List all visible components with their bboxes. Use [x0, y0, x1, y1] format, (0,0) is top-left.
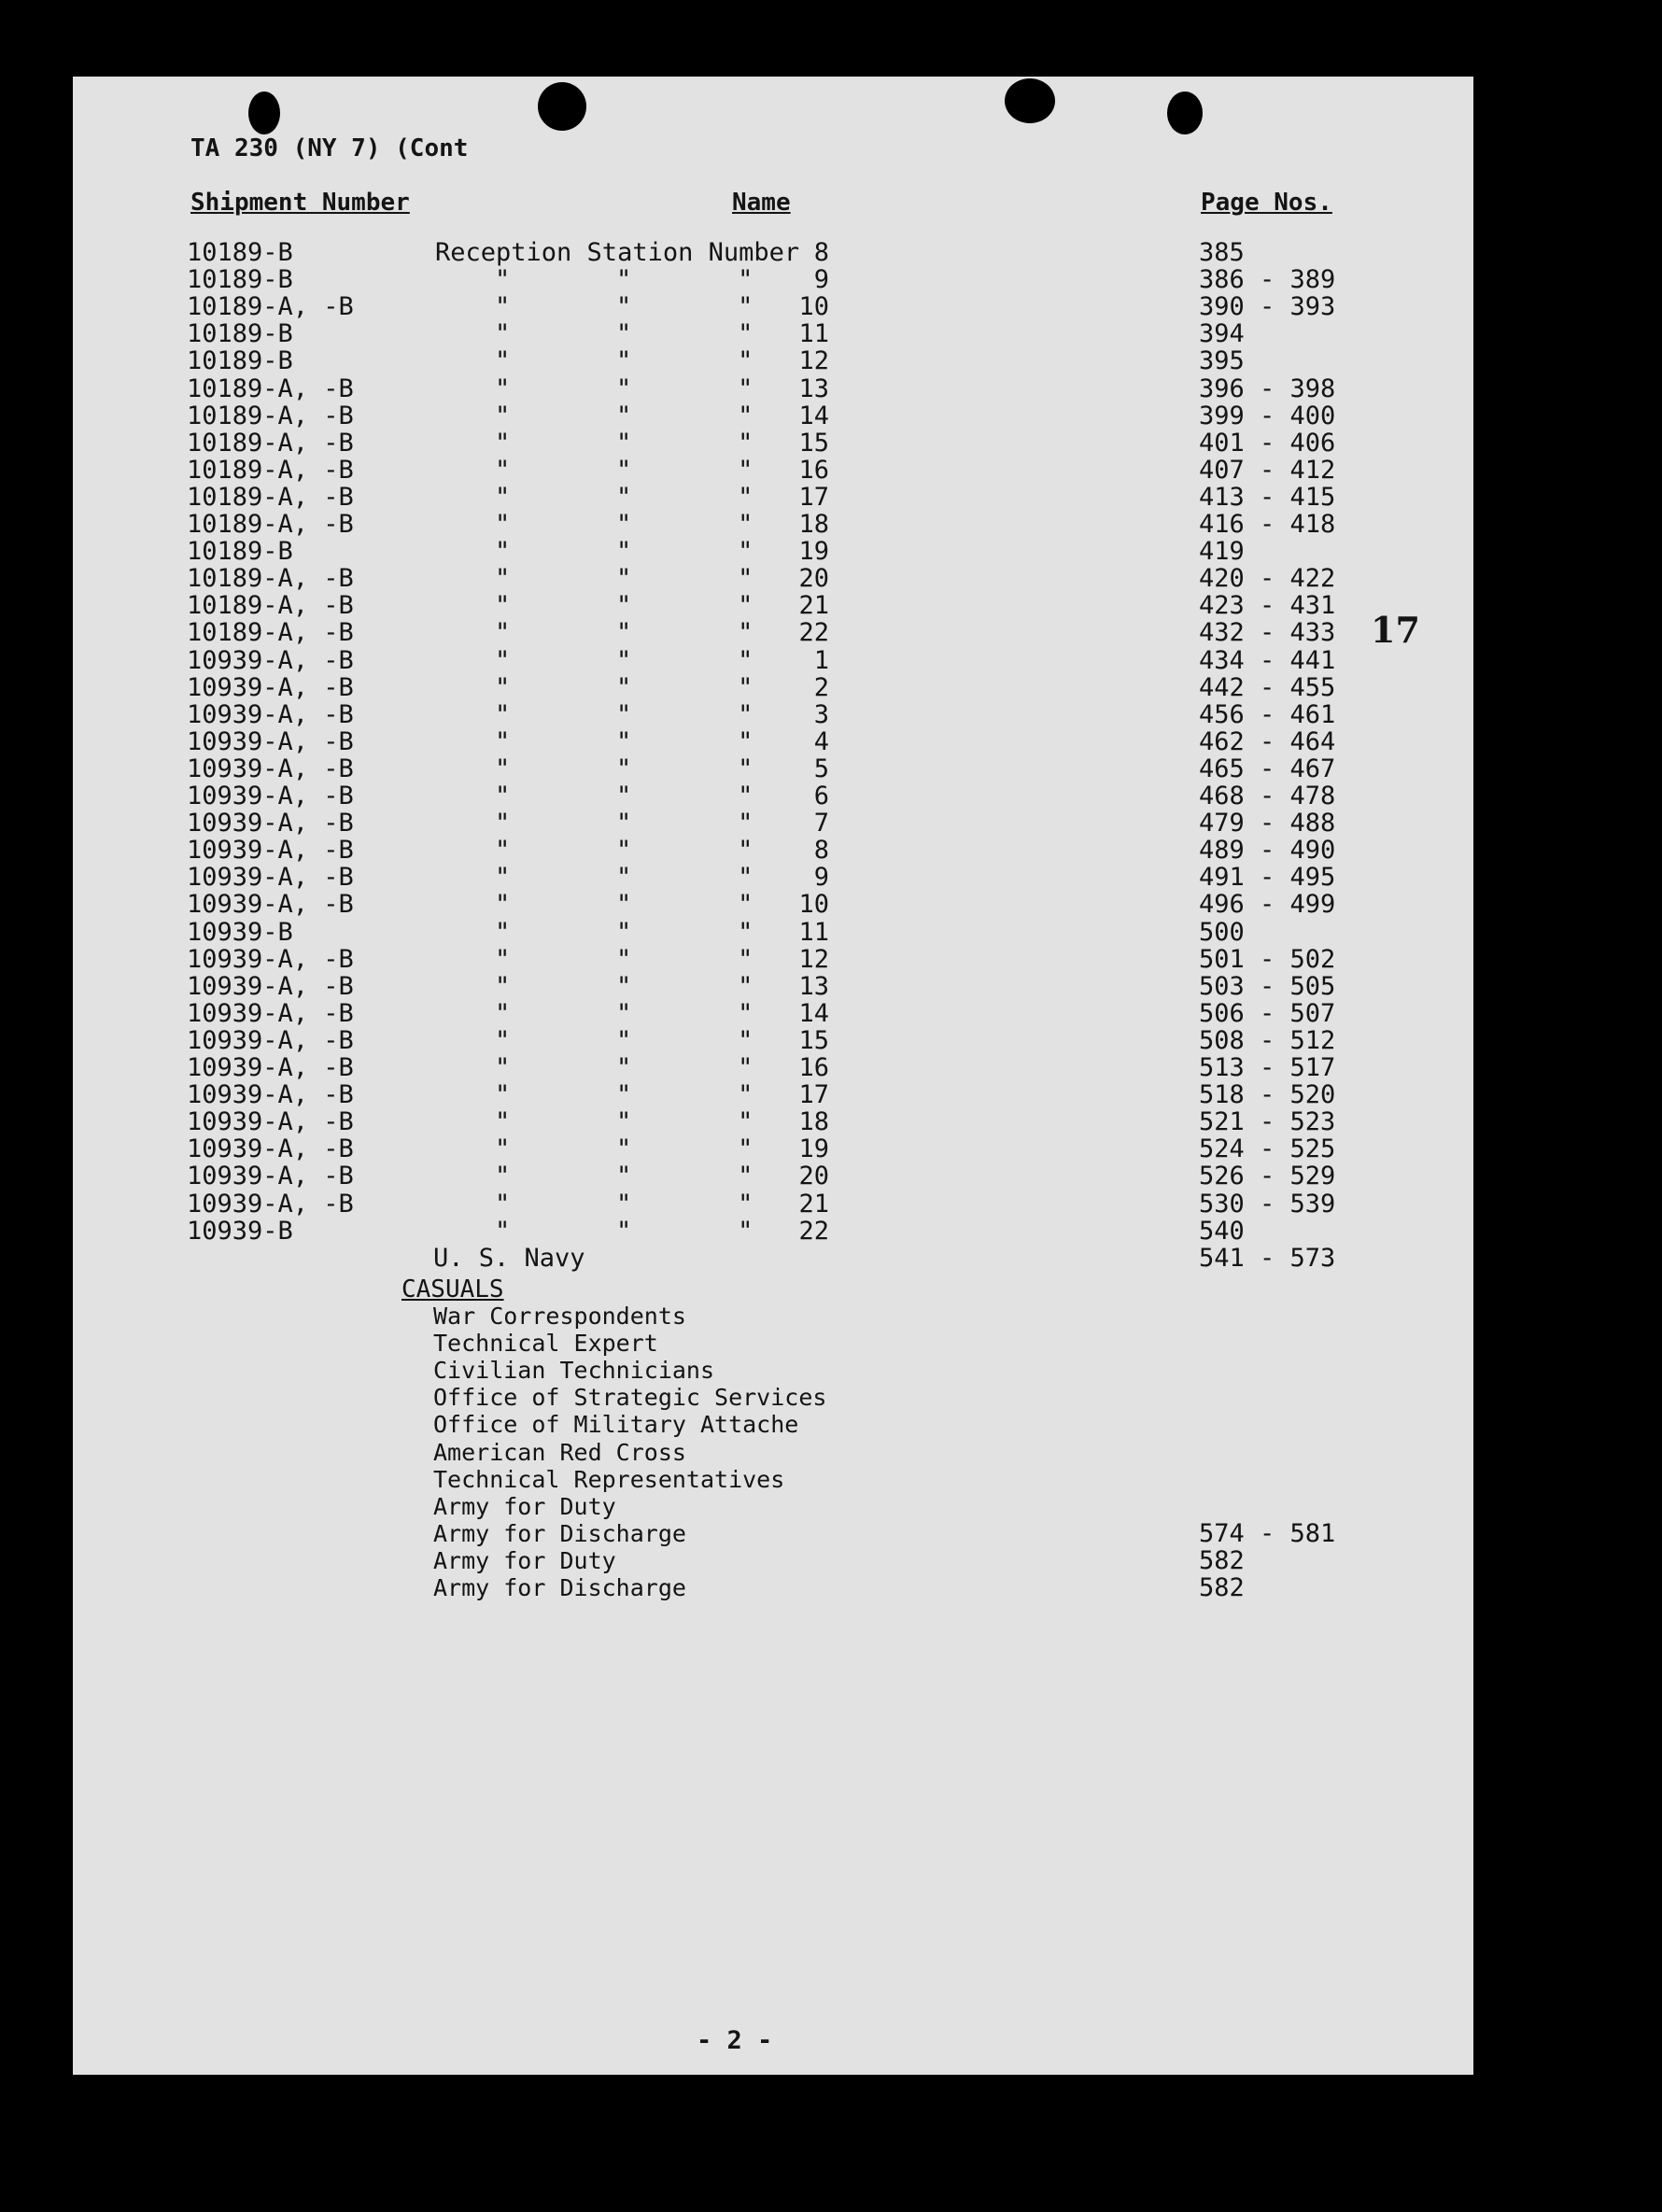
page-nos-cell: 496 - 499 [1199, 890, 1336, 920]
station-number-cell: 4 [813, 726, 829, 756]
shipment-number-cell: 10939-B [187, 917, 293, 947]
station-number-cell: 8 [813, 836, 829, 866]
punch-hole [1167, 92, 1203, 134]
station-number-cell: 11 [798, 319, 829, 349]
name-cell: " " " [495, 699, 754, 729]
shipment-number-cell: 10189-A, -B [187, 428, 354, 458]
page-nos-cell: 468 - 478 [1199, 782, 1336, 810]
name-cell: " " " [495, 917, 754, 947]
page-nos-cell: 479 - 488 [1199, 809, 1336, 838]
casual-page-nos: 582 [1199, 1573, 1245, 1602]
casual-item: Army for Discharge [433, 1574, 686, 1601]
table-row [73, 1162, 1473, 1190]
shipment-number-cell: 10189-A, -B [187, 618, 354, 648]
shipment-number-cell: 10939-A, -B [187, 809, 354, 838]
table-row [73, 375, 1473, 402]
name-cell: " " " [495, 319, 754, 349]
shipment-number-cell: 10189-B [187, 537, 293, 567]
document-page [73, 77, 1473, 2075]
page-nos-cell: 526 - 529 [1199, 1162, 1336, 1191]
station-number-cell: 10 [798, 292, 829, 322]
shipment-number-cell: 10939-A, -B [187, 863, 354, 893]
table-row [73, 891, 1473, 918]
casual-item: Army for Duty [433, 1546, 616, 1574]
page-nos-cell: 416 - 418 [1199, 510, 1336, 539]
page-nos-cell: 500 [1199, 917, 1245, 947]
punch-hole [248, 92, 280, 134]
page-nos-cell: 390 - 393 [1199, 292, 1336, 322]
table-row [73, 538, 1473, 565]
casuals-heading: CASUALS [401, 1275, 504, 1303]
station-number-cell: 18 [798, 510, 829, 539]
table-row [73, 1081, 1473, 1108]
shipment-number-cell: 10189-A, -B [187, 510, 354, 539]
shipment-number-cell: 10939-A, -B [187, 1162, 354, 1191]
name-cell: " " " [495, 510, 754, 539]
table-row [73, 1191, 1473, 1218]
casual-item: Army for Discharge [433, 1519, 686, 1547]
name-cell: " " " [495, 1189, 754, 1219]
table-row [73, 701, 1473, 728]
page-nos-cell: 540 [1199, 1216, 1245, 1246]
shipment-number-cell: 10189-B [187, 319, 293, 349]
page-nos-cell: 396 - 398 [1199, 373, 1336, 403]
table-row [73, 1108, 1473, 1135]
name-cell: " " " [495, 1162, 754, 1191]
name-cell: " " " [495, 944, 754, 974]
name-header: Name [732, 189, 791, 217]
shipment-number-cell: 10939-A, -B [187, 1134, 354, 1164]
casual-item: Civilian Technicians [433, 1357, 715, 1385]
page-nos-cell: 521 - 523 [1199, 1107, 1336, 1137]
shipment-number-cell: 10939-A, -B [187, 998, 354, 1028]
station-number-cell: 10 [798, 890, 829, 920]
station-number-cell: 12 [798, 944, 829, 974]
casual-item: Army for Duty [433, 1492, 616, 1520]
table-row [73, 810, 1473, 837]
table-row [73, 647, 1473, 674]
shipment-number-cell: 10189-A, -B [187, 564, 354, 594]
table-row [73, 347, 1473, 374]
station-number-cell: 14 [798, 998, 829, 1028]
station-number-cell: 18 [798, 1107, 829, 1137]
punch-hole [1005, 78, 1055, 123]
name-cell: " " " [495, 863, 754, 893]
table-row [73, 402, 1473, 430]
margin-annotation: 17 [1371, 609, 1420, 651]
station-number-cell: 7 [813, 809, 829, 838]
station-number-cell: 13 [798, 373, 829, 403]
shipment-number-cell: 10939-A, -B [187, 890, 354, 920]
name-cell: " " " [495, 591, 754, 621]
page-nos-cell: 432 - 433 [1199, 618, 1336, 648]
station-number-cell: 9 [813, 863, 829, 893]
table-row [73, 592, 1473, 619]
page-nos-cell: 506 - 507 [1199, 998, 1336, 1028]
name-cell: " " " [495, 401, 754, 430]
table-row [73, 266, 1473, 293]
station-number-cell: 20 [798, 564, 829, 594]
name-cell: " " " [495, 782, 754, 810]
station-number-cell: 14 [798, 401, 829, 430]
name-cell: " " " [495, 726, 754, 756]
page-nos-cell: 399 - 400 [1199, 401, 1336, 430]
casual-page-nos: 574 - 581 [1199, 1518, 1336, 1548]
shipment-number-cell: 10189-B [187, 265, 293, 295]
station-number-cell: 21 [798, 1189, 829, 1219]
name-cell: " " " [495, 564, 754, 594]
page-nos-cell: 518 - 520 [1199, 1080, 1336, 1110]
table-row [73, 755, 1473, 782]
station-number-cell: 3 [813, 699, 829, 729]
table-row [73, 239, 1473, 266]
name-cell: " " " [495, 1216, 754, 1246]
name-cell: " " " [495, 645, 754, 675]
casual-item: Office of Military Attache [433, 1411, 799, 1439]
name-cell: Reception Station Number [435, 238, 800, 267]
station-number-cell: 9 [813, 265, 829, 295]
name-cell: " " " [495, 292, 754, 322]
shipment-number-cell: 10939-A, -B [187, 944, 354, 974]
page-nos-cell: 530 - 539 [1199, 1189, 1336, 1219]
page-nos-cell: 503 - 505 [1199, 971, 1336, 1001]
station-number-cell: 19 [798, 1134, 829, 1164]
page-nos-header: Page Nos. [1201, 189, 1332, 217]
table-row [73, 674, 1473, 701]
station-number-cell: 21 [798, 591, 829, 621]
table-row [73, 511, 1473, 538]
page-nos-cell: 513 - 517 [1199, 1053, 1336, 1082]
shipment-number-cell: 10189-A, -B [187, 591, 354, 621]
casual-item: Technical Representatives [433, 1465, 785, 1493]
station-number-cell: 5 [813, 754, 829, 783]
name-cell: " " " [495, 1053, 754, 1082]
table-row [73, 1000, 1473, 1027]
shipment-number-cell: 10939-A, -B [187, 672, 354, 702]
table-row [73, 320, 1473, 347]
page-nos-cell: 420 - 422 [1199, 564, 1336, 594]
page-nos-cell: 395 [1199, 346, 1245, 376]
page-nos-cell: 501 - 502 [1199, 944, 1336, 974]
page-nos-cell: 442 - 455 [1199, 672, 1336, 702]
station-number-cell: 6 [813, 782, 829, 810]
shipment-number-cell: 10939-A, -B [187, 726, 354, 756]
table-row [73, 1135, 1473, 1162]
station-number-cell: 22 [798, 1216, 829, 1246]
casual-item: Technical Expert [433, 1330, 658, 1358]
name-cell: U. S. Navy [433, 1243, 585, 1273]
name-cell: " " " [495, 346, 754, 376]
page-nos-cell: 434 - 441 [1199, 645, 1336, 675]
station-number-cell: 16 [798, 455, 829, 485]
shipment-number-header: Shipment Number [190, 189, 410, 217]
station-number-cell: 15 [798, 1025, 829, 1055]
station-number-cell: 12 [798, 346, 829, 376]
name-cell: " " " [495, 265, 754, 295]
station-number-cell: 11 [798, 917, 829, 947]
table-row [73, 1218, 1473, 1245]
shipment-number-cell: 10939-A, -B [187, 1189, 354, 1219]
page-nos-cell: 385 [1199, 238, 1245, 267]
page-nos-cell: 394 [1199, 319, 1245, 349]
station-number-cell: 20 [798, 1162, 829, 1191]
table-row [73, 457, 1473, 484]
name-cell: " " " [495, 373, 754, 403]
shipment-number-cell: 10939-A, -B [187, 1025, 354, 1055]
shipment-number-cell: 10939-A, -B [187, 754, 354, 783]
name-cell: " " " [495, 482, 754, 512]
name-cell: " " " [495, 1107, 754, 1137]
station-number-cell: 1 [813, 645, 829, 675]
name-cell: " " " [495, 998, 754, 1028]
table-row [73, 1245, 1473, 1272]
name-cell: " " " [495, 809, 754, 838]
shipment-number-cell: 10939-A, -B [187, 1053, 354, 1082]
page-nos-cell: 456 - 461 [1199, 699, 1336, 729]
name-cell: " " " [495, 1080, 754, 1110]
shipment-number-cell: 10939-A, -B [187, 836, 354, 866]
table-row [73, 1054, 1473, 1081]
table-row [73, 430, 1473, 457]
casual-page-nos: 582 [1199, 1545, 1245, 1575]
table-row [73, 864, 1473, 891]
shipment-number-cell: 10939-A, -B [187, 1107, 354, 1137]
page-nos-cell: 401 - 406 [1199, 428, 1336, 458]
name-cell: " " " [495, 971, 754, 1001]
table-row [73, 728, 1473, 755]
page-nos-cell: 524 - 525 [1199, 1134, 1336, 1164]
shipment-number-cell: 10189-A, -B [187, 373, 354, 403]
name-cell: " " " [495, 455, 754, 485]
name-cell: " " " [495, 672, 754, 702]
table-row [73, 484, 1473, 511]
shipment-number-cell: 10189-A, -B [187, 455, 354, 485]
name-cell: " " " [495, 618, 754, 648]
page-nos-cell: 386 - 389 [1199, 265, 1336, 295]
shipment-number-cell: 10189-B [187, 346, 293, 376]
table-row [73, 565, 1473, 592]
table-row [73, 837, 1473, 864]
casual-item: Office of Strategic Services [433, 1384, 827, 1412]
station-number-cell: 13 [798, 971, 829, 1001]
document-title: TA 230 (NY 7) (Cont [190, 134, 469, 162]
table-row [73, 919, 1473, 946]
station-number-cell: 16 [798, 1053, 829, 1082]
page-nos-cell: 541 - 573 [1199, 1243, 1336, 1273]
table-row [73, 619, 1473, 646]
table-row [73, 1027, 1473, 1054]
station-number-cell: 2 [813, 672, 829, 702]
station-number-cell: 22 [798, 618, 829, 648]
name-cell: " " " [495, 890, 754, 920]
shipment-number-cell: 10939-A, -B [187, 645, 354, 675]
page-nos-cell: 489 - 490 [1199, 836, 1336, 866]
shipment-number-cell: 10939-A, -B [187, 1080, 354, 1110]
page-nos-cell: 465 - 467 [1199, 754, 1336, 783]
casual-item: War Correspondents [433, 1303, 686, 1330]
page-nos-cell: 407 - 412 [1199, 455, 1336, 485]
shipment-number-cell: 10189-B [187, 238, 293, 267]
casual-item: American Red Cross [433, 1438, 686, 1466]
page-nos-cell: 423 - 431 [1199, 591, 1336, 621]
station-number-cell: 17 [798, 482, 829, 512]
table-row [73, 293, 1473, 320]
name-cell: " " " [495, 1134, 754, 1164]
shipment-number-cell: 10939-B [187, 1216, 293, 1246]
station-number-cell: 17 [798, 1080, 829, 1110]
name-cell: " " " [495, 537, 754, 567]
page-nos-cell: 419 [1199, 537, 1245, 567]
page-nos-cell: 413 - 415 [1199, 482, 1336, 512]
name-cell: " " " [495, 836, 754, 866]
name-cell: " " " [495, 428, 754, 458]
station-number-cell: 15 [798, 428, 829, 458]
station-number-cell: 19 [798, 537, 829, 567]
table-row [73, 973, 1473, 1000]
name-cell: " " " [495, 754, 754, 783]
page-nos-cell: 491 - 495 [1199, 863, 1336, 893]
page-nos-cell: 508 - 512 [1199, 1025, 1336, 1055]
shipment-number-cell: 10189-A, -B [187, 292, 354, 322]
station-number-cell: 8 [813, 238, 829, 267]
shipment-number-cell: 10939-A, -B [187, 971, 354, 1001]
shipment-number-cell: 10939-A, -B [187, 782, 354, 810]
shipment-number-cell: 10189-A, -B [187, 401, 354, 430]
page-nos-cell: 462 - 464 [1199, 726, 1336, 756]
page-number: - 2 - [697, 2026, 773, 2055]
punch-hole [538, 82, 586, 131]
table-row [73, 782, 1473, 810]
table-row [73, 946, 1473, 973]
name-cell: " " " [495, 1025, 754, 1055]
shipment-number-cell: 10189-A, -B [187, 482, 354, 512]
shipment-number-cell: 10939-A, -B [187, 699, 354, 729]
